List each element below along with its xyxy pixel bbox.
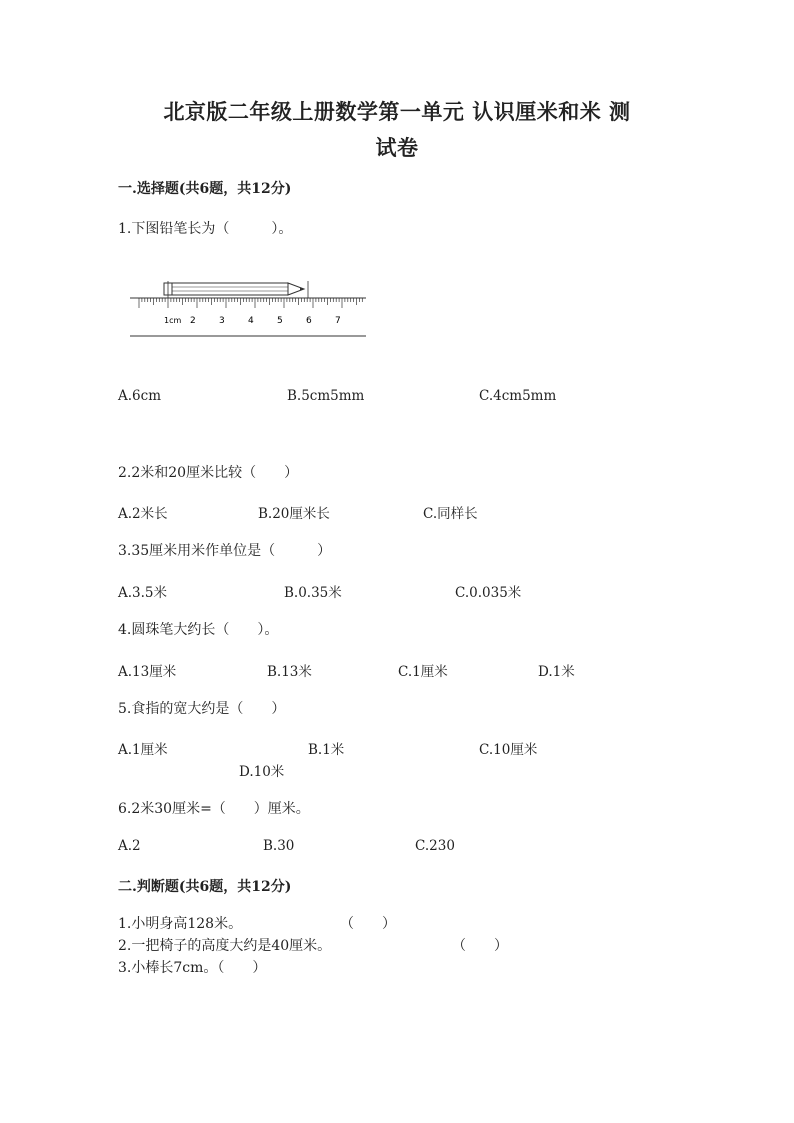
- q3-stem: 3.35厘米用米作单位是（ ）: [118, 543, 332, 559]
- pencil-ruler-figure: [128, 276, 368, 338]
- ruler-label: 4: [248, 316, 254, 326]
- q3-option-a[interactable]: A.3.5米: [118, 585, 168, 601]
- judge-item-1: 1.小明身高128米。: [118, 916, 243, 932]
- q2-option-c[interactable]: C.同样长: [423, 506, 478, 522]
- page-title-line1: 北京版二年级上册数学第一单元 认识厘米和米 测: [163, 99, 631, 124]
- ruler-label: 7: [335, 316, 341, 326]
- ruler-ticks: [139, 298, 362, 308]
- q2-option-b[interactable]: B.20厘米长: [258, 506, 330, 522]
- ruler-labels: [164, 316, 341, 326]
- q3-option-c[interactable]: C.0.035米: [455, 585, 522, 601]
- ruler-label: 3: [219, 316, 225, 326]
- q4-stem: 4.圆珠笔大约长（ ）。: [118, 622, 279, 638]
- ruler-label: 2: [190, 316, 196, 326]
- q4-option-d[interactable]: D.1米: [538, 664, 575, 680]
- q4-option-c[interactable]: C.1厘米: [398, 664, 448, 680]
- judge-item-1-blank[interactable]: （ ）: [340, 916, 396, 932]
- page-title-line2: 试卷: [375, 135, 419, 160]
- q3-option-b[interactable]: B.0.35米: [284, 585, 342, 601]
- q5-option-d[interactable]: D.10米: [239, 764, 285, 780]
- q1-stem: 1.下图铅笔长为（ ）。: [118, 221, 293, 237]
- section2-heading: 二.判断题(共6题，共12分): [118, 879, 292, 895]
- q4-option-a[interactable]: A.13厘米: [118, 664, 177, 680]
- ruler-label: 5: [277, 316, 283, 326]
- q5-option-a[interactable]: A.1厘米: [118, 742, 168, 758]
- q6-option-a[interactable]: A.2: [118, 838, 141, 854]
- judge-item-2: 2.一把椅子的高度大约是40厘米。: [118, 938, 332, 954]
- ruler-label: 6: [306, 316, 312, 326]
- section1-heading: 一.选择题(共6题，共12分): [118, 181, 292, 197]
- q6-option-b[interactable]: B.30: [263, 838, 295, 854]
- q6-stem: 6.2米30厘米=（ ）厘米。: [118, 801, 310, 817]
- q2-option-a[interactable]: A.2米长: [118, 506, 168, 522]
- q1-option-c[interactable]: C.4cm5mm: [479, 388, 557, 404]
- q5-option-b[interactable]: B.1米: [308, 742, 345, 758]
- q2-stem: 2.2米和20厘米比较（ ）: [118, 465, 299, 481]
- judge-item-2-blank[interactable]: （ ）: [452, 938, 508, 954]
- q4-option-b[interactable]: B.13米: [267, 664, 312, 680]
- q5-option-c[interactable]: C.10厘米: [479, 742, 538, 758]
- q1-option-a[interactable]: A.6cm: [118, 388, 161, 404]
- judge-item-3: 3.小棒长7cm。（ ）: [118, 960, 267, 976]
- q6-option-c[interactable]: C.230: [415, 838, 455, 854]
- pencil-icon: [164, 281, 308, 298]
- ruler-label: 1cm: [164, 316, 182, 325]
- q1-option-b[interactable]: B.5cm5mm: [287, 388, 365, 404]
- q5-stem: 5.食指的宽大约是（ ）: [118, 701, 286, 717]
